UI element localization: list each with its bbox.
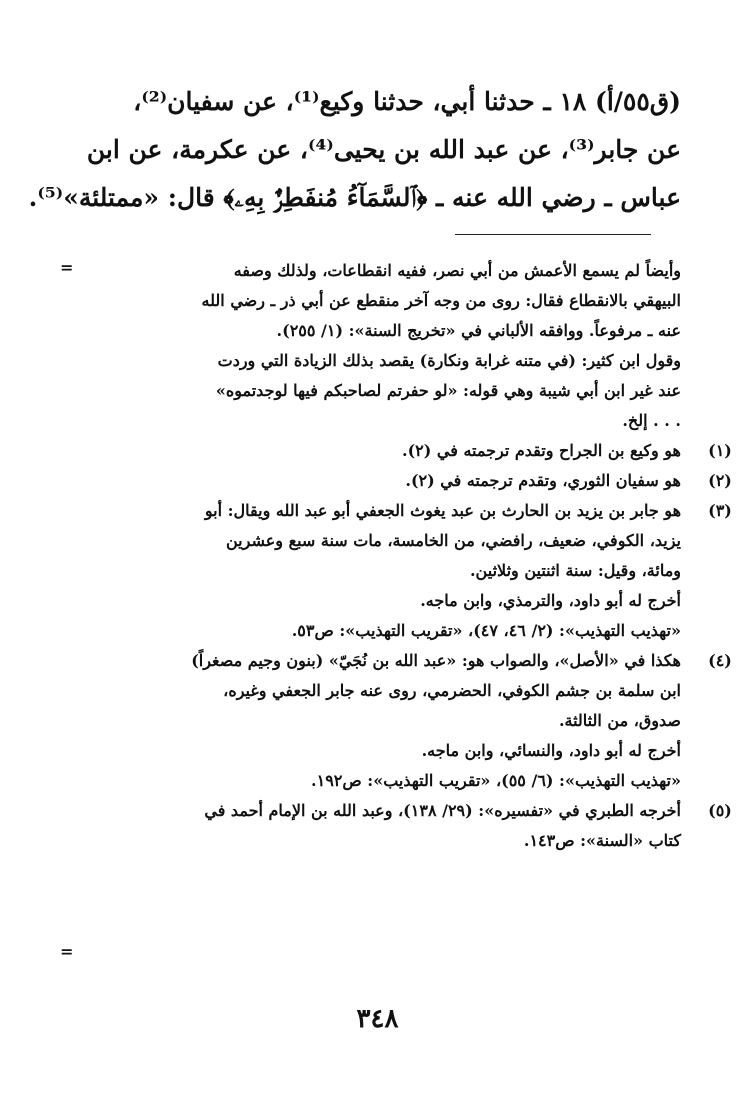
continuation-marker: = (60, 258, 74, 277)
footnote-number: (٢) (708, 471, 732, 490)
continuation-line: عنه ـ مرفوعاً. ووافقه الألباني في «تخريج السنة»: (١/ ٢٥٥). (276, 321, 681, 340)
footnote-text: يزيد، الكوفي، ضعيف، رافضي، من الخامسة، مات سنة سبع وعشرين (226, 531, 681, 550)
footnote-text: ومائة، وقيل: سنة اثنتين وثلاثين. (469, 561, 681, 580)
footnote-text: أخرجه الطبري في «تفسيره»: (٢٩/ ١٣٨)، وعبد الله بن الإمام أحمد في (204, 801, 681, 820)
end-marker: = (60, 942, 74, 961)
footnote-number: (٣) (708, 501, 732, 520)
footnote-text: كتاب «السنة»: ص١٤٣. (523, 831, 681, 850)
footnotes (80, 256, 732, 856)
footnote-5 (80, 796, 732, 826)
main-text (28, 78, 681, 222)
footnote-text: صدوق، من الثالثة. (558, 711, 681, 730)
main-text-line: عباس ـ رضي الله عنه ـ ﴿ٱلسَّمَآءُ مُنفَطِرٌۢ بِهِۦ﴾ قال: «ممتلئة»⁽⁵⁾. (28, 183, 681, 212)
footnote-text: «تهذيب التهذيب»: (٢/ ٤٦، ٤٧)، «تقريب التهذيب»: ص٥٣. (291, 621, 681, 640)
footnote-text: هو وكيع بن الجراح وتقدم ترجمته في (٢). (402, 441, 681, 460)
footnote-separator (455, 234, 651, 235)
main-text-line: (ق٥٥/أ) ١٨ ـ حدثنا أبي، حدثنا وكيع⁽¹⁾، عن سفيان⁽²⁾، (133, 87, 681, 116)
footnote-1 (80, 436, 732, 466)
continuation-line: وأيضاً لم يسمع الأعمش من أبي نصر، ففيه انقطاعات، ولذلك وصفه (233, 261, 681, 280)
continuation-line: عند غير ابن أبي شيبة وهي قوله: «لو حفرتم لصاحبكم فيها لوجدتموه» (215, 381, 681, 400)
footnote-text: أخرج له أبو داود، والترمذي، وابن ماجه. (420, 591, 681, 610)
page-number: ٣٤٨ (356, 1004, 399, 1034)
footnote-4 (80, 646, 732, 676)
footnote-number: (٥) (708, 801, 732, 820)
footnote-number: (٤) (708, 651, 732, 670)
footnote-text: هو سفيان الثوري، وتقدم ترجمته في (٢). (405, 471, 681, 490)
continuation-line: البيهقي بالانقطاع فقال: روى من وجه آخر منقطع عن أبي ذر ـ رضي الله (201, 291, 681, 310)
main-text-line: عن جابر⁽³⁾، عن عبد الله بن يحيى⁽⁴⁾، عن عكرمة، عن ابن (86, 135, 681, 164)
footnote-text: «تهذيب التهذيب»: (٦/ ٥٥)، «تقريب التهذيب»: ص١٩٢. (311, 771, 681, 790)
footnote-text: ابن سلمة بن جشم الكوفي، الحضرمي، روى عنه جابر الجعفي وغيره، (223, 681, 681, 700)
footnote-3 (80, 496, 732, 526)
footnote-2 (80, 466, 732, 496)
footnote-text: أخرج له أبو داود، والنسائي، وابن ماجه. (421, 741, 681, 760)
continuation-line: . . . إلخ. (622, 411, 681, 430)
continuation-line: وقول ابن كثير: (في متنه غرابة ونكارة) يقصد بذلك الزيادة التي وردت (217, 351, 681, 370)
footnote-text: هو جابر بن يزيد بن الحارث بن عبد يغوث الجعفي أبو عبد الله ويقال: أبو (204, 501, 681, 520)
footnote-number: (١) (708, 441, 732, 460)
footnote-text: هكذا في «الأصل»، والصواب هو: «عبد الله بن نُجَيّ» (بنون وجيم مصغراً) (191, 651, 681, 670)
